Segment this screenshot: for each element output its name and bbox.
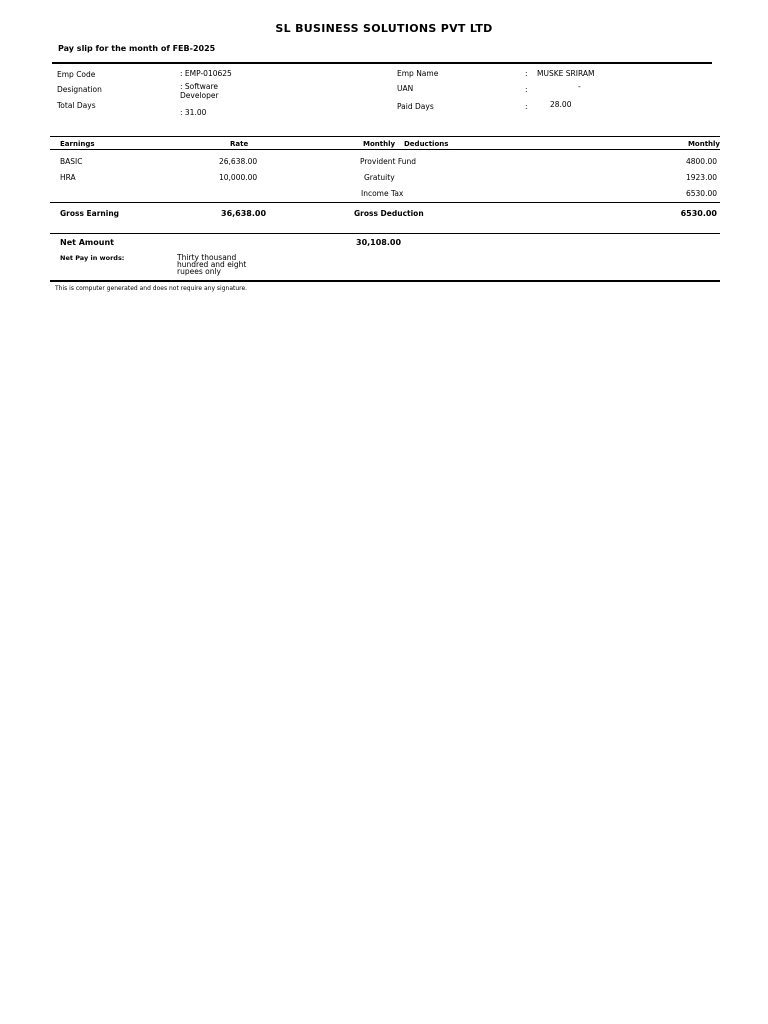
deduction-gratuity-amount: 1923.00	[685, 173, 717, 182]
net-words-label: Net Pay in words:	[60, 254, 125, 262]
net-words-value: Thirty thousand hundred and eight rupees only	[177, 253, 247, 276]
uan-colon: :	[525, 85, 528, 94]
uan-value: -	[578, 82, 581, 91]
footer-note: This is computer generated and does not require any signature.	[55, 285, 248, 292]
earning-hra-rate: 10,000.00	[219, 173, 258, 182]
gross-deduction-value: 6530.00	[680, 209, 717, 218]
net-amount-label: Net Amount	[60, 238, 114, 247]
uan-label: UAN	[397, 84, 414, 93]
deduction-pf-name: Provident Fund	[360, 157, 417, 166]
deduction-income-tax-name: Income Tax	[361, 189, 404, 198]
emp-code-label: Emp Code	[57, 70, 96, 79]
footer-rule	[50, 280, 720, 282]
earning-basic-name: BASIC	[60, 157, 83, 166]
total-days-value: : 31.00	[180, 108, 207, 117]
designation-value-line1: : Software	[180, 82, 218, 91]
gross-earning-value: 36,638.00	[221, 209, 267, 218]
emp-name-colon: :	[525, 69, 528, 78]
monthly-right-header: Monthly	[687, 140, 720, 148]
net-top-rule	[50, 233, 720, 234]
designation-value-line2: Developer	[180, 91, 219, 100]
monthly-header: Monthly	[363, 140, 396, 148]
deduction-pf-amount: 4800.00	[685, 157, 717, 166]
gross-earning-label: Gross Earning	[60, 209, 120, 218]
total-days-label: Total Days	[57, 101, 96, 110]
gross-deduction-label: Gross Deduction	[354, 209, 424, 218]
earnings-header: Earnings	[60, 140, 95, 148]
designation-label: Designation	[57, 85, 102, 94]
rate-header: Rate	[230, 140, 249, 148]
emp-name-value: MUSKE SRIRAM	[537, 69, 595, 78]
paid-days-label: Paid Days	[397, 102, 434, 111]
header-divider	[52, 62, 712, 64]
emp-name-label: Emp Name	[397, 69, 439, 78]
paid-days-value: 28.00	[550, 100, 572, 109]
paid-days-colon: :	[525, 102, 528, 111]
earning-hra-name: HRA	[60, 173, 76, 182]
table-top-rule	[50, 136, 720, 137]
company-name: SL BUSINESS SOLUTIONS PVT LTD	[275, 22, 493, 35]
deductions-header: Deductions	[404, 140, 449, 148]
deduction-income-tax-amount: 6530.00	[685, 189, 717, 198]
emp-code-value: : EMP-010625	[180, 69, 232, 78]
table-header-rule	[50, 149, 720, 150]
totals-top-rule	[50, 202, 720, 203]
deduction-gratuity-name: Gratuity	[364, 173, 395, 182]
net-amount-value: 30,108.00	[356, 238, 402, 247]
pay-period-title: Pay slip for the month of FEB-2025	[58, 44, 216, 53]
earning-basic-rate: 26,638.00	[219, 157, 258, 166]
